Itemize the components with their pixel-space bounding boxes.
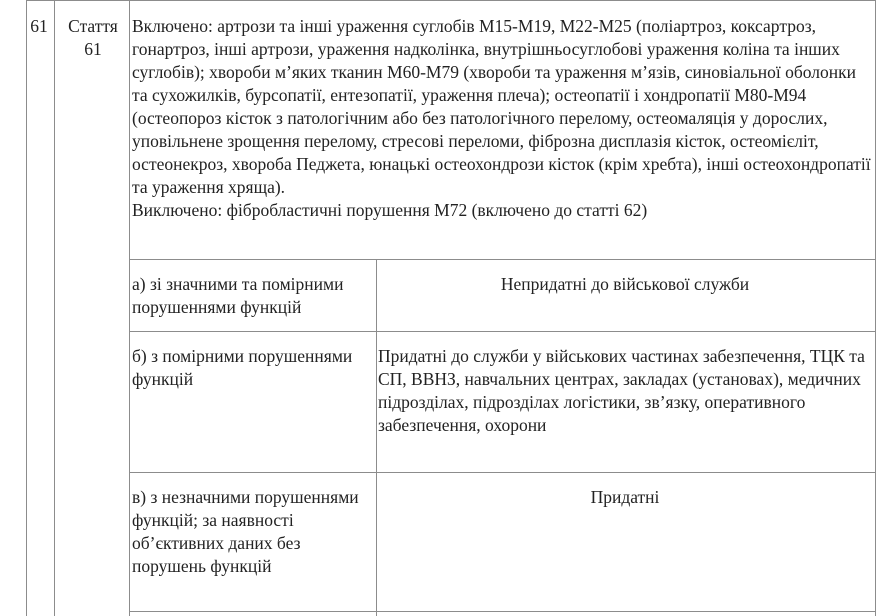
right-border [875, 0, 876, 616]
subitem-c-result: Придатні [590, 487, 660, 507]
article-label: Стаття 61 [68, 16, 118, 59]
article-column-border [129, 0, 130, 616]
row-number: 61 [30, 16, 48, 36]
subitem-b-result: Придатні до служби у військових частинах забезпечення, ТЦК та СП, ВВНЗ, навчальних центрах, закладах (установах), медичних підрозділах, підрозділах логістики, зв’язку, оперативного забезпечення, охорони [378, 346, 865, 435]
included-text: Включено: артрози та інші ураження суглобів М15-М19, М22-М25 (поліартроз, коксартроз, гонартроз, інші артрози, ураження надколінка, внутрішньосуглобові ураження коліна та інших суглобів); хвороби м’яких тканин М60-М79 (хвороби та ураження м’язів, синовіальної оболонки та сухожилків, бурсопатії, ентезопатії, ураження плеча); остеопатії і хондропатії М80-М94 (остеопороз кісток з патологічним або без патологічного перелому, остеомаляція у дорослих, уповільнене зрощення перелому, стресові переломи, фіброзна дисплазія кісток, остеомієліт, остеонекроз, хвороба Педжета, юнацькі остеохондрози кісток (крім хребта), інші остеохондропатії та ураження хряща). [132, 16, 871, 197]
table-top-border [26, 0, 875, 1]
excluded-text: Виключено: фібробластичні порушення М72 (включено до статті 62) [132, 200, 648, 220]
left-border [26, 0, 27, 616]
subitem-a-result: Непридатні до військової служби [500, 274, 750, 294]
table-bottom-border [130, 611, 875, 612]
subitem-b-condition: б) з помірними порушеннями функцій [132, 346, 353, 389]
subitem-a-condition: а) зі значними та помірними порушеннями функцій [132, 274, 344, 317]
subitem-c-condition: в) з незначними порушеннями функцій; за наявності об’єктивних даних без порушень функцій [132, 487, 359, 576]
subrow-a-top-border [130, 259, 875, 260]
number-column-border [54, 0, 55, 616]
subrow-c-top-border [130, 472, 875, 473]
condition-column-border [376, 259, 377, 616]
subrow-b-top-border [130, 331, 875, 332]
article-description [132, 15, 872, 222]
